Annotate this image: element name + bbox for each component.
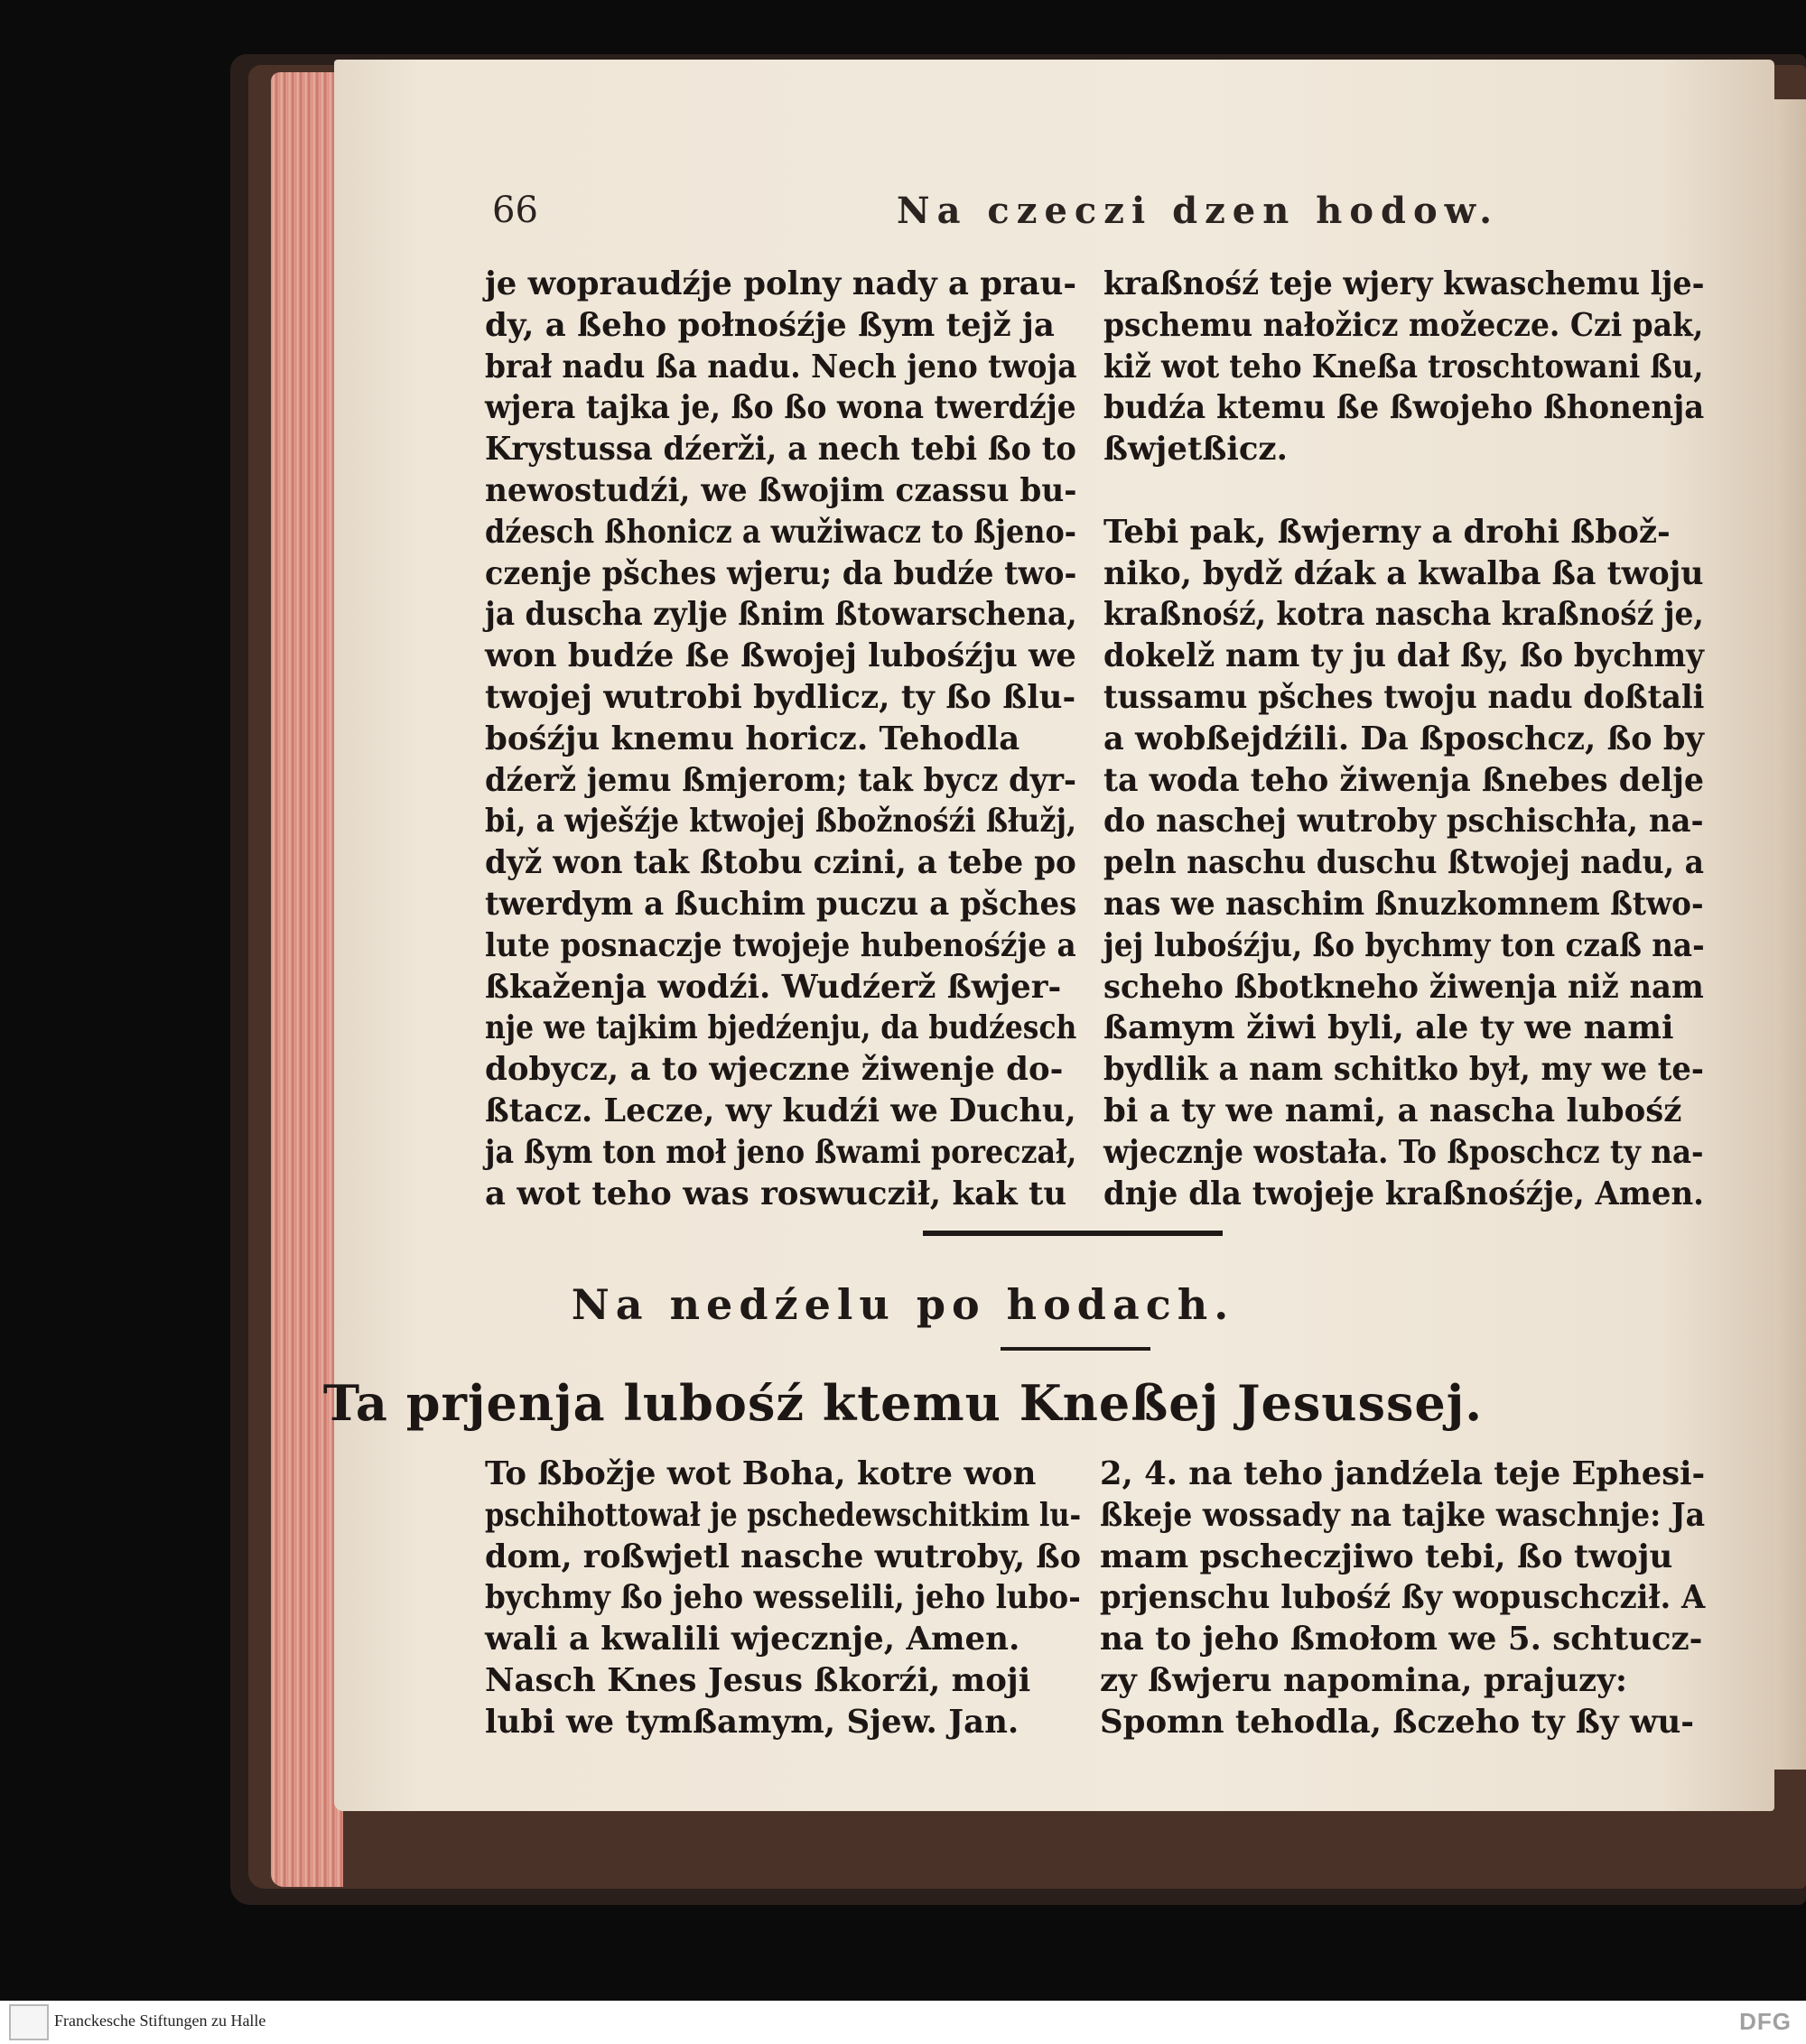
text-line: bi, a wješźje ktwojej ßbožnośźi ßłužj, xyxy=(485,803,1077,841)
text-line: ja ßym ton moł jeno ßwami poreczał, xyxy=(485,1133,1077,1171)
section-divider xyxy=(923,1231,1223,1236)
viewer-footer xyxy=(0,2001,1806,2044)
text-line: ßwjetßicz. xyxy=(1103,431,1288,469)
text-line: tussamu pšches twoju nadu doßtali xyxy=(1103,678,1705,716)
text-line: kiž wot teho Kneßa troschtowani ßu, xyxy=(1103,348,1704,386)
text-line: na to jeho ßmołom we 5. schtucz- xyxy=(1100,1621,1703,1658)
section-subtitle: Ta prjenja lubośź ktemu Kneßej Jesussej. xyxy=(322,1374,1484,1432)
section-title: Na nedźelu po hodach. xyxy=(571,1280,1235,1329)
text-line: twojej wutrobi bydlicz, ty ßo ßlu- xyxy=(485,678,1076,716)
text-line: To ßbožje wot Boha, kotre won xyxy=(485,1455,1037,1492)
text-line: je wopraudźje polny nady a prau- xyxy=(485,265,1077,302)
text-line: jej lubośźju, ßo bychmy ton czaß na- xyxy=(1103,926,1705,964)
text-line: do naschej wutroby pschischła, na- xyxy=(1103,803,1704,841)
text-column-left-upper xyxy=(485,264,1076,1214)
text-line: dokelž nam ty ju dał ßy, ßo bychmy xyxy=(1103,637,1704,675)
text-line: niko, bydž dźak a kwalba ßa twoju xyxy=(1103,554,1704,592)
text-line: lute posnaczje twojeje hubenośźje a xyxy=(485,926,1076,964)
text-line: ßkaženja wodźi. Wudźerž ßwjer- xyxy=(485,968,1062,1006)
text-line: nas we naschim ßnuzkomnem ßtwo- xyxy=(1103,885,1704,923)
text-line: wjera tajka je, ßo ßo wona twerdźje xyxy=(485,389,1076,427)
text-line: dyž won tak ßtobu czini, a tebe po xyxy=(485,844,1076,882)
text-line: ßtacz. Lecze, wy kudźi we Duchu, xyxy=(485,1092,1076,1129)
text-line: twerdym a ßuchim puczu a pšches xyxy=(485,885,1077,923)
text-line: won budźe ße ßwojej lubośźju we xyxy=(485,637,1076,675)
title-underline xyxy=(1001,1347,1150,1351)
text-line: bychmy ßo jeho wesselili, jeho lubo- xyxy=(485,1579,1081,1617)
text-line: bośźju knemu horicz. Tehodla xyxy=(485,720,1020,757)
text-line: budźa ktemu ße ßwojeho ßhonenja xyxy=(1103,389,1705,427)
text-line: newostudźi, we ßwojim czassu bu- xyxy=(485,471,1077,509)
text-line: bydlik a nam schitko był, my we te- xyxy=(1103,1051,1704,1089)
text-line: kraßnośź teje wjery kwaschemu lje- xyxy=(1103,265,1705,302)
text-line: ßamym žiwi byli, ale ty we nami xyxy=(1103,1009,1674,1047)
dfg-logo: DFG xyxy=(1739,2008,1792,2035)
text-line: pschemu nałožicz možecze. Czi pak, xyxy=(1103,306,1704,344)
text-line: a wot teho was roswucził, kak tu xyxy=(485,1175,1067,1212)
text-line: czenje pšches wjeru; da budźe two- xyxy=(485,554,1077,592)
text-line: pschihottował je pschedewschitkim lu- xyxy=(485,1496,1082,1534)
text-line: peln naschu duschu ßtwojej nadu, a xyxy=(1103,844,1705,882)
text-line: dy, a ßeho połnośźje ßym tejž ja xyxy=(485,306,1055,344)
text-line: scheho ßbotkneho žiwenja niž nam xyxy=(1103,968,1704,1006)
text-line: brał nadu ßa nadu. Nech jeno twoja xyxy=(485,348,1077,386)
page-number: 66 xyxy=(492,190,538,231)
text-line: a wobßejdźili. Da ßposchcz, ßo by xyxy=(1103,720,1704,757)
text-line: zy ßwjeru napomina, prajuzy: xyxy=(1100,1661,1627,1699)
text-line: Tebi pak, ßwjerny a drohi ßbož- xyxy=(1103,513,1671,551)
text-line: ßkeje wossady na tajke waschnje: Ja xyxy=(1100,1496,1706,1534)
text-column-right-upper xyxy=(1103,264,1704,1214)
text-line: nje we tajkim bjedźenju, da budźesch xyxy=(485,1009,1077,1047)
running-head: Na czeczi dzen hodow. xyxy=(897,190,1500,232)
text-line: Krystussa dźerži, a nech tebi ßo to xyxy=(485,431,1076,469)
text-line: dom, roßwjetl nasche wutroby, ßo xyxy=(485,1538,1082,1575)
text-line: bi a ty we nami, a nascha lubośź xyxy=(1103,1092,1682,1129)
text-line: mam pscheczjiwo tebi, ßo twoju xyxy=(1100,1538,1673,1575)
text-line: wali a kwalili wjecznje, Amen. xyxy=(485,1621,1020,1658)
text-line: dnje dla twojeje kraßnośźje, Amen. xyxy=(1103,1175,1704,1212)
text-line: Nasch Knes Jesus ßkorźi, moji xyxy=(485,1661,1031,1699)
text-line: dźesch ßhonicz a wužiwacz to ßjeno- xyxy=(485,513,1076,551)
text-line: lubi we tymßamym, Sjew. Jan. xyxy=(485,1703,1019,1741)
text-line: dźerž jemu ßmjerom; tak bycz dyr- xyxy=(485,761,1076,799)
text-line: ta woda teho žiwenja ßnebes delje xyxy=(1103,761,1705,799)
institution-logo xyxy=(9,2004,49,2040)
text-line: prjenschu lubośź ßy wopuschcził. A xyxy=(1100,1579,1706,1617)
text-line: Spomn tehodla, ßczeho ty ßy wu- xyxy=(1100,1703,1694,1741)
text-column-right-lower xyxy=(1100,1454,1705,1743)
text-column-left-lower xyxy=(485,1454,1081,1743)
institution-name: Franckesche Stiftungen zu Halle xyxy=(54,2011,266,2030)
text-line xyxy=(1103,470,1704,512)
page-edges xyxy=(271,72,343,1887)
text-line: ja duscha zylje ßnim ßtowarschena, xyxy=(485,596,1077,634)
text-line: wjecznje wostała. To ßposchcz ty na- xyxy=(1103,1133,1704,1171)
text-line: 2, 4. na teho jandźela teje Ephesi- xyxy=(1100,1455,1706,1492)
text-line: kraßnośź, kotra nascha kraßnośź je, xyxy=(1103,596,1704,634)
text-line: dobycz, a to wjeczne žiwenje do- xyxy=(485,1051,1064,1089)
